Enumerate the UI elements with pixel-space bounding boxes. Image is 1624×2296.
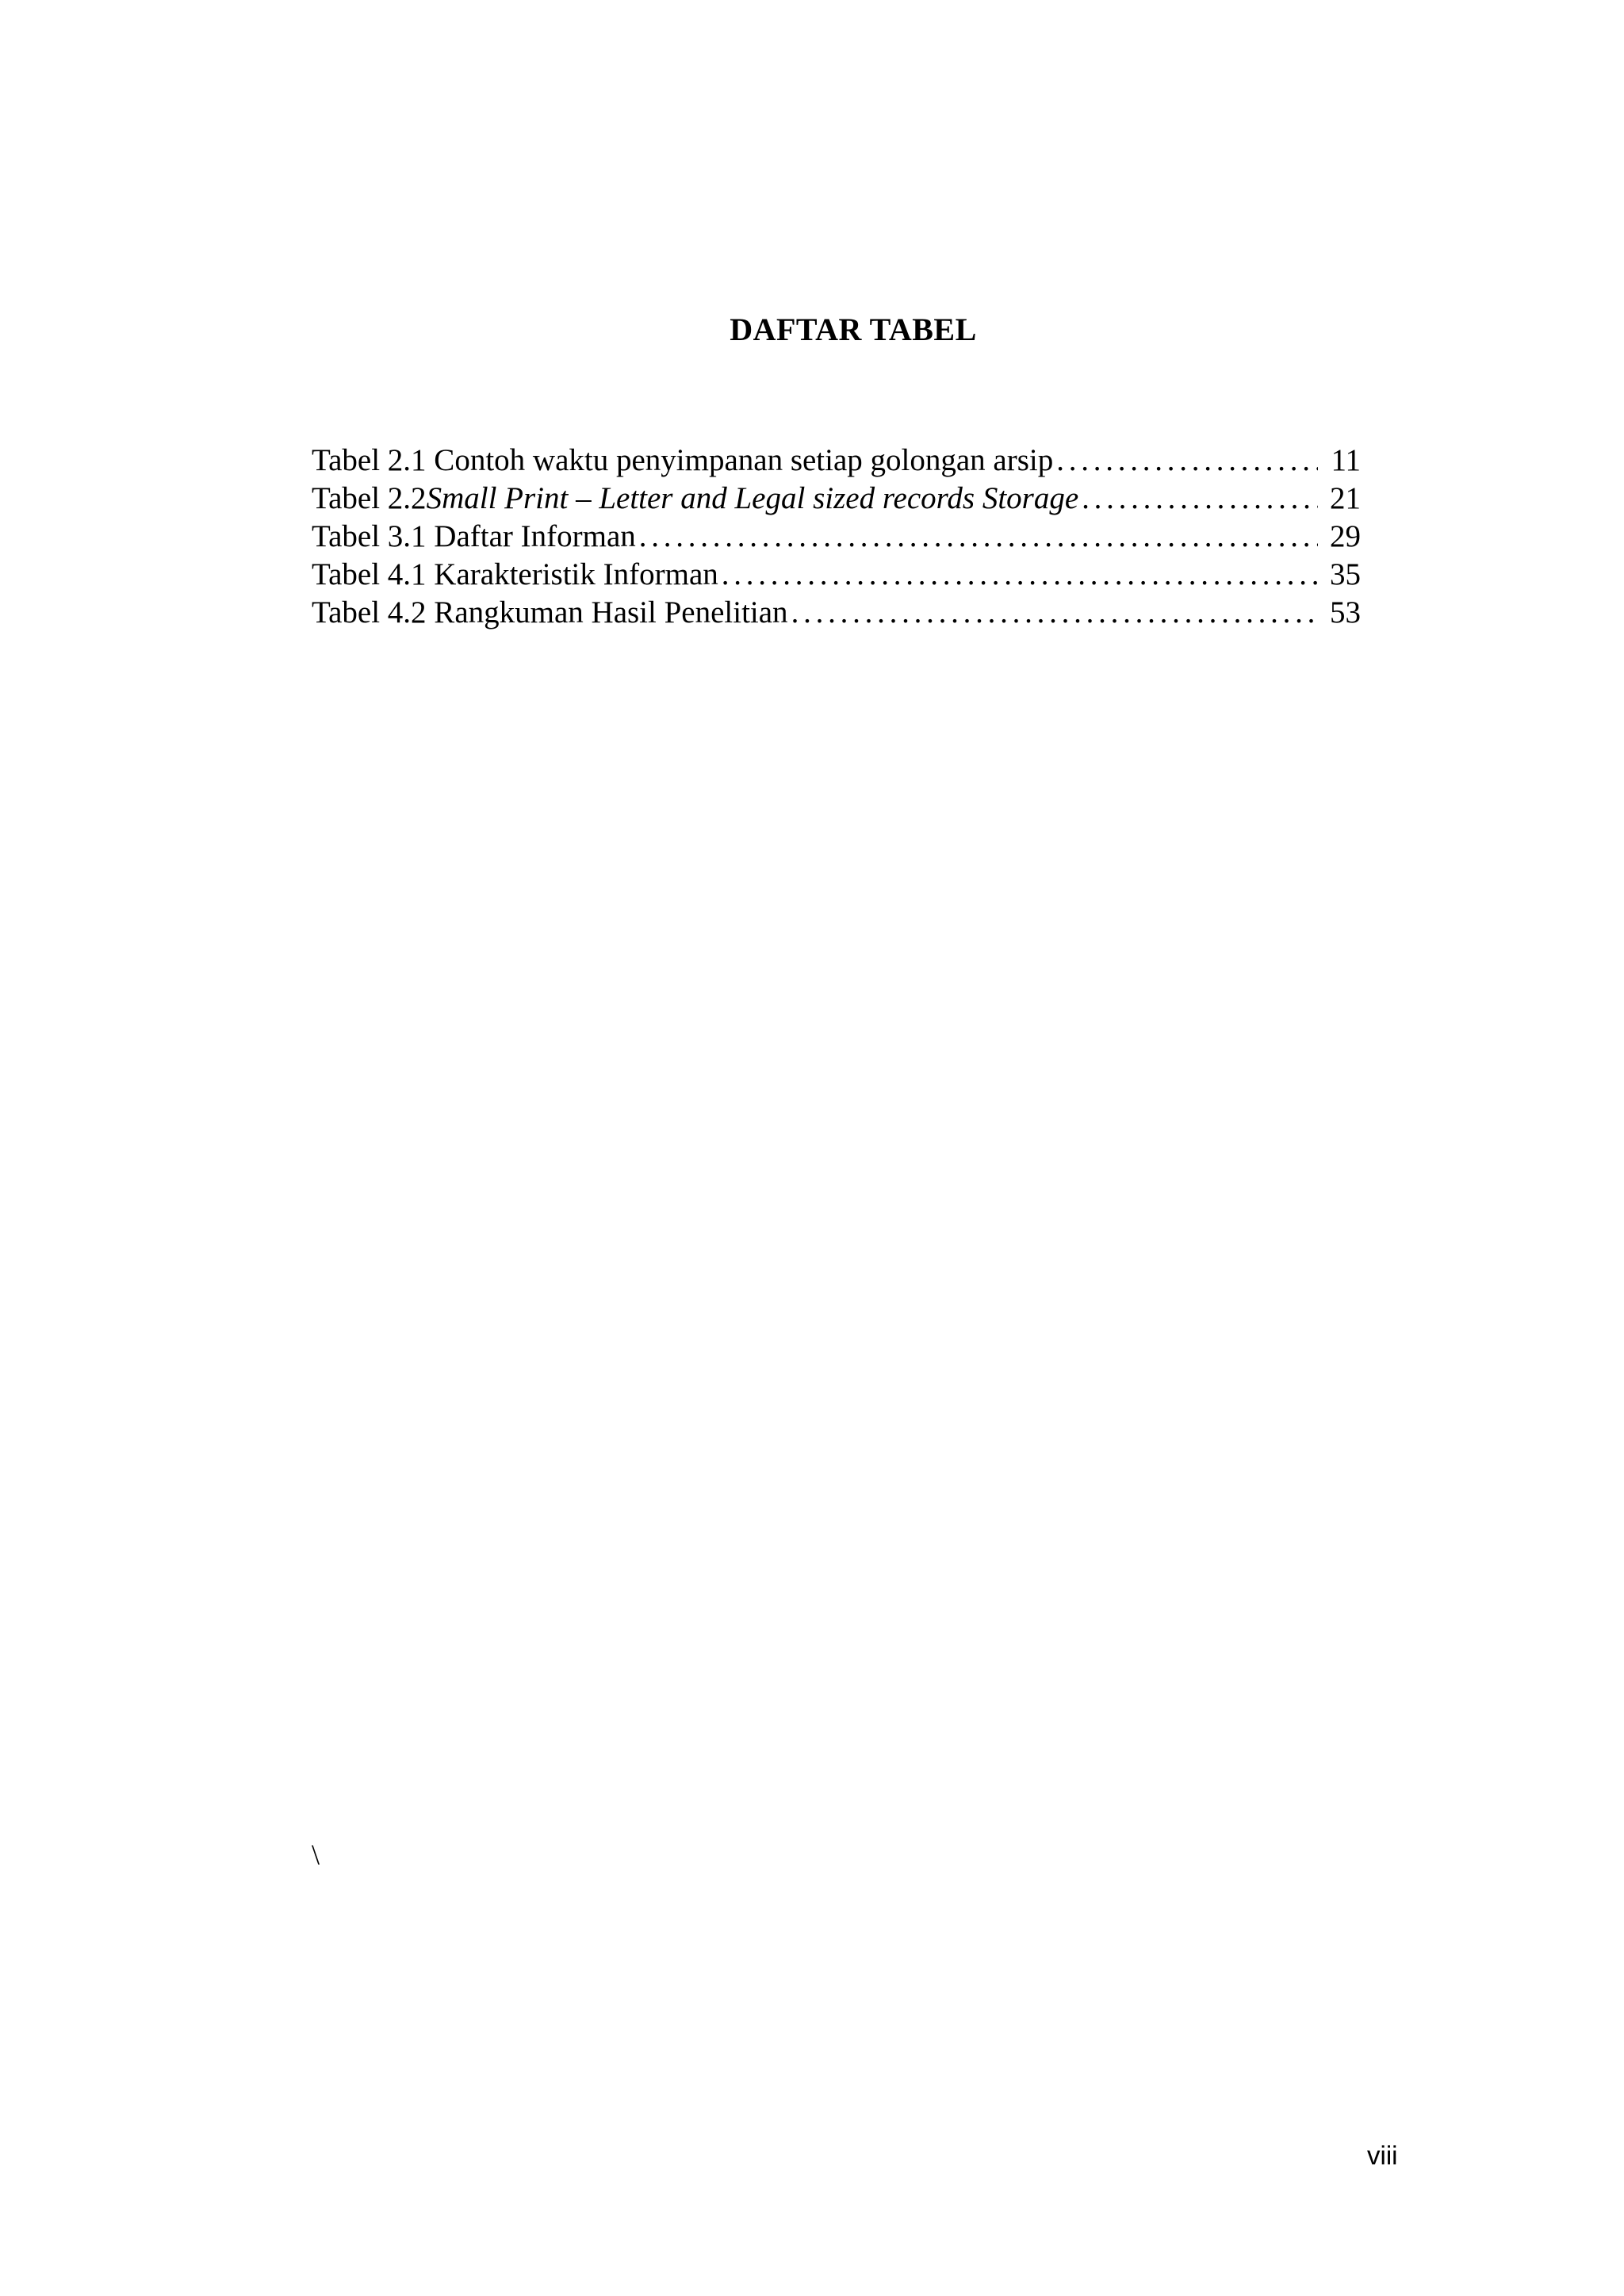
dot-leader — [1056, 442, 1318, 480]
toc-entry-tabel-4-2 — [312, 594, 1361, 632]
page-number: viii — [1367, 2141, 1398, 2170]
table-of-tables — [312, 442, 1361, 632]
toc-entry-tabel-3-1 — [312, 518, 1361, 556]
toc-entry-label: Tabel 2.2Small Print – Letter and Legal sized records Storage — [312, 481, 1079, 515]
dot-leader — [639, 518, 1318, 556]
toc-entry-tabel-2-1 — [312, 442, 1361, 480]
dot-leader — [1082, 480, 1318, 518]
toc-entry-label: Tabel 4.1 Karakteristik Informan — [312, 557, 718, 591]
toc-entry-label: Tabel 4.2 Rangkuman Hasil Penelitian — [312, 595, 788, 629]
toc-entry-label: Tabel 2.1 Contoh waktu penyimpanan setiap golongan arsip — [312, 443, 1054, 477]
page-title: DAFTAR TABEL — [730, 312, 977, 347]
toc-entry-page: 21 — [1330, 481, 1361, 515]
toc-entry-page: 11 — [1331, 443, 1361, 477]
dot-leader — [791, 594, 1318, 632]
toc-entry-page: 53 — [1330, 595, 1361, 629]
stray-backslash-mark: \ — [312, 1839, 320, 1870]
toc-entry-tabel-4-1 — [312, 556, 1361, 594]
toc-entry-label: Tabel 3.1 Daftar Informan — [312, 519, 636, 553]
dot-leader — [722, 556, 1318, 594]
toc-entry-page: 29 — [1330, 519, 1361, 553]
toc-entry-tabel-2-2 — [312, 480, 1361, 518]
toc-entry-page: 35 — [1330, 557, 1361, 591]
